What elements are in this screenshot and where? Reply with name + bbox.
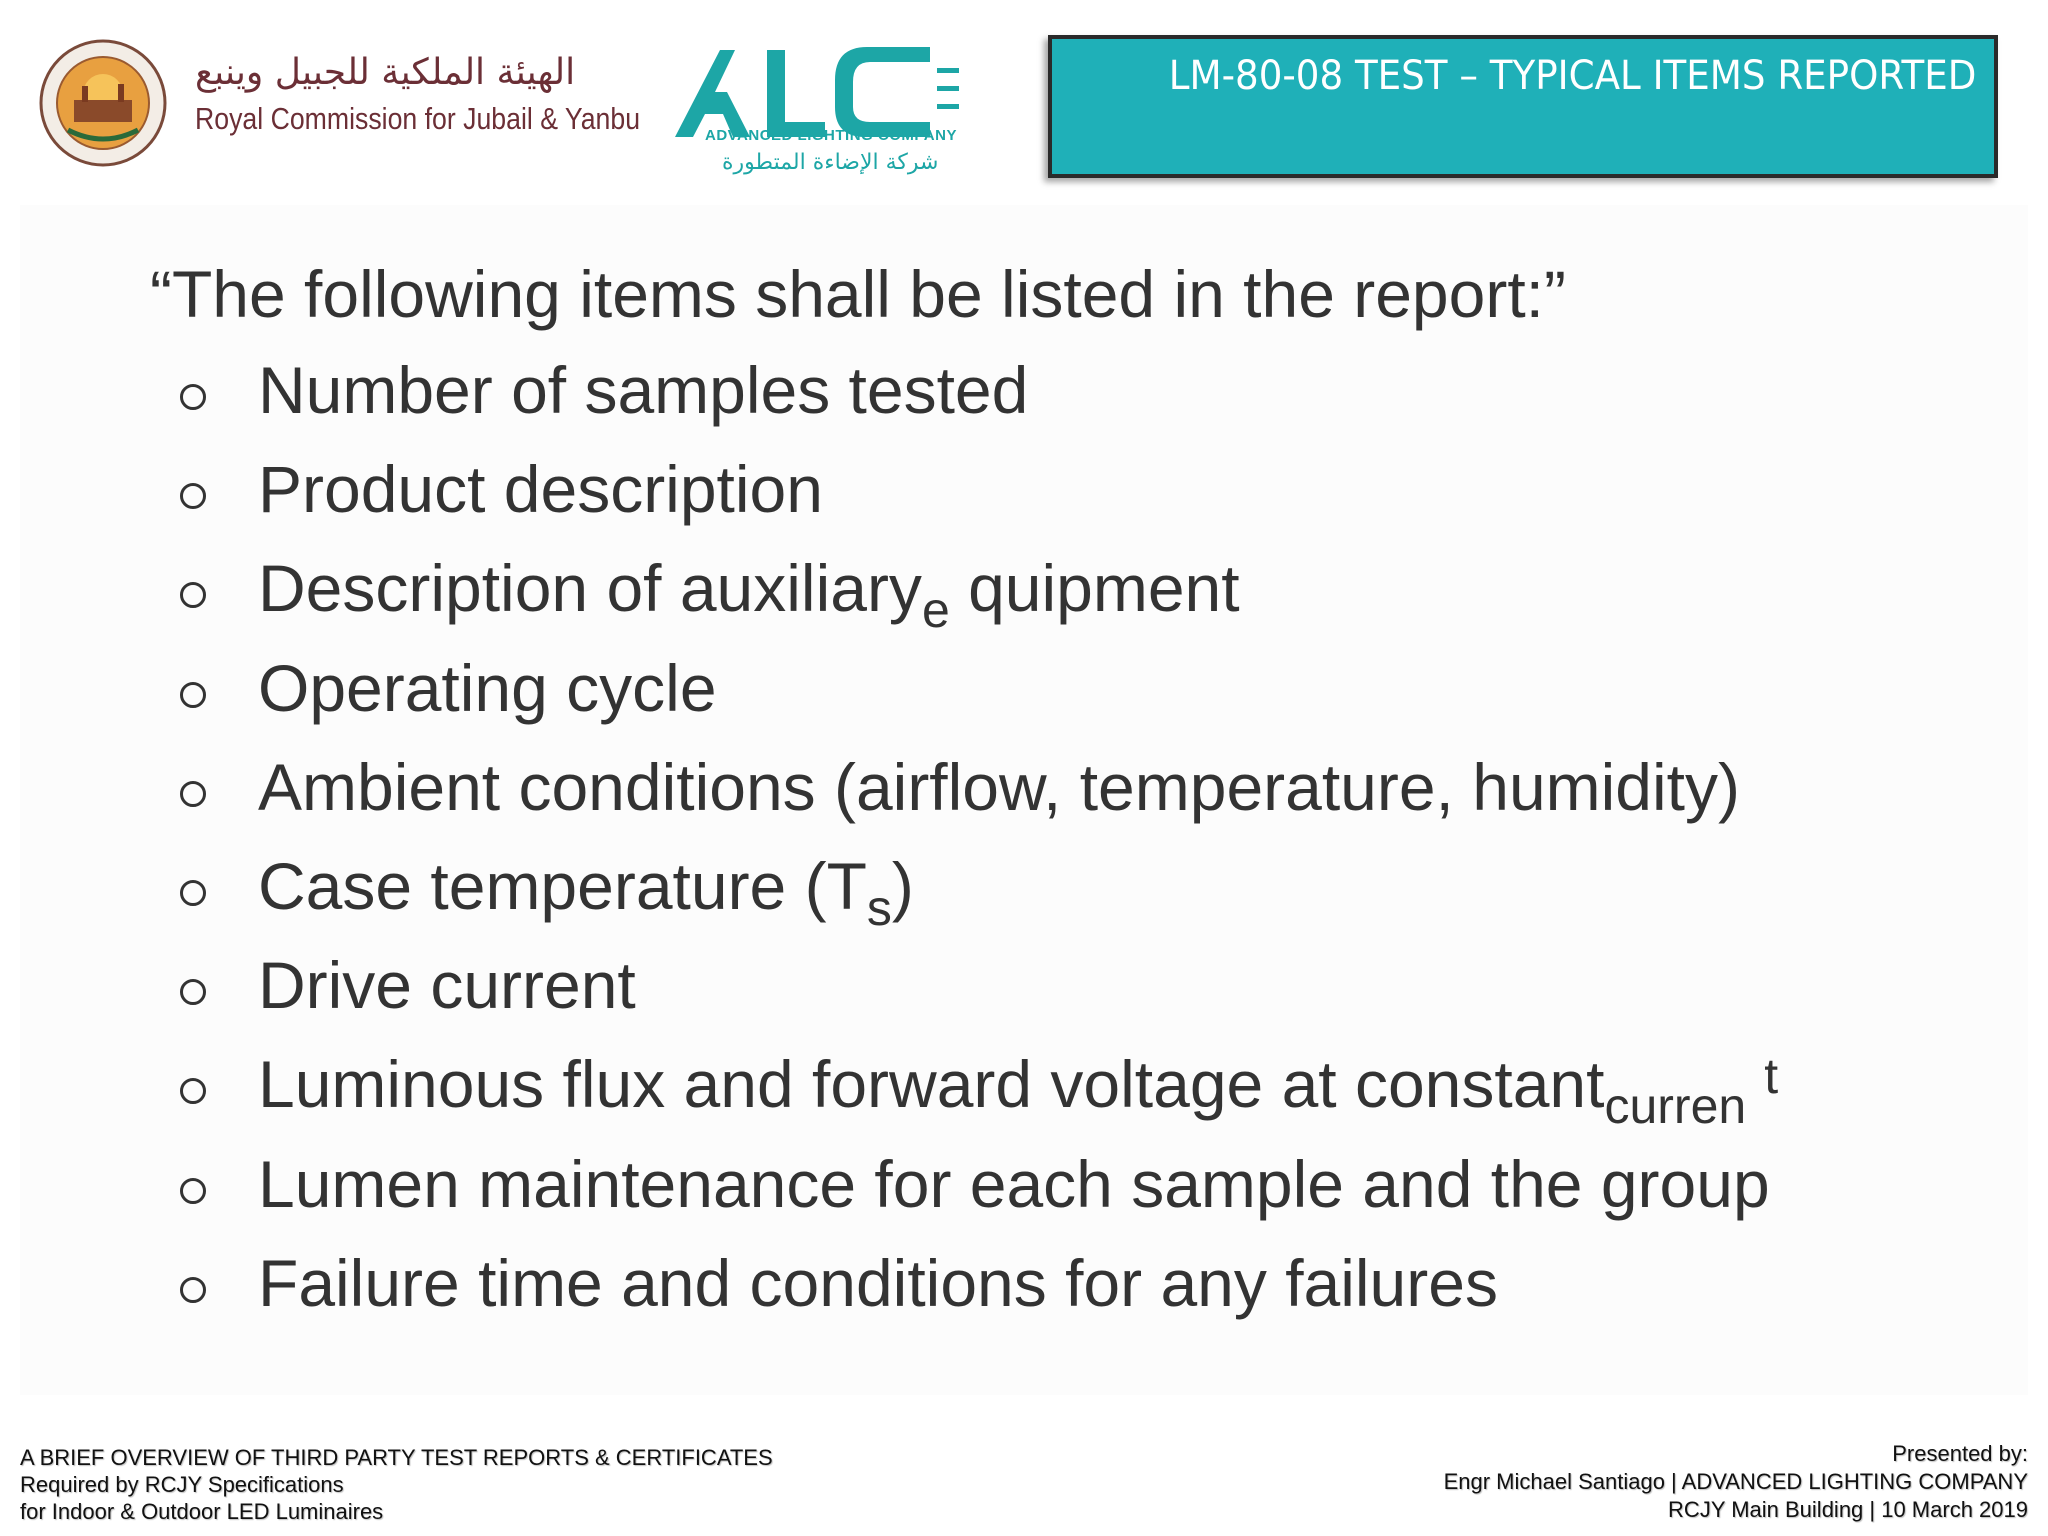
- circle-bullet-icon: [180, 1178, 206, 1204]
- list-item: [180, 945, 1778, 1044]
- list-item-text: [258, 548, 1240, 639]
- list-item-main: Failure time and conditions for any failures: [258, 1245, 1498, 1320]
- royal-commission-wordmark: [195, 52, 712, 137]
- list-item-text: [258, 945, 636, 1025]
- slide-title-box: [1048, 35, 1998, 178]
- list-item-text: [258, 648, 717, 728]
- list-item-text: [258, 350, 1028, 430]
- circle-bullet-icon: [180, 1277, 206, 1303]
- list-item: [180, 1243, 1778, 1342]
- alc-tagline: ADVANCED LIGHTING COMPANY: [705, 127, 957, 144]
- footer-right: [1444, 1440, 2028, 1524]
- list-item-main: Drive current: [258, 948, 636, 1023]
- list-item-subscript: s: [866, 879, 892, 936]
- slide-header: [0, 0, 2048, 200]
- circle-bullet-icon: [180, 384, 206, 410]
- circle-bullet-icon: [180, 1078, 206, 1104]
- footer-right-line: Engr Michael Santiago | ADVANCED LIGHTING COMPANY: [1443, 1469, 2028, 1494]
- list-item-suffix: quipment: [949, 551, 1240, 626]
- list-item: [180, 747, 1778, 846]
- list-item-suffix: ): [891, 848, 914, 923]
- list-item: [180, 1044, 1778, 1143]
- footer-left: [20, 1444, 773, 1525]
- footer-right-line: Presented by:: [1892, 1441, 2028, 1466]
- list-item-text: [258, 747, 1740, 827]
- list-item-suffix: t: [1764, 1048, 1779, 1105]
- circle-bullet-icon: [180, 979, 206, 1005]
- list-item: [180, 350, 1778, 449]
- list-item-main: Product description: [258, 452, 823, 527]
- list-item-subscript: curren: [1604, 1078, 1747, 1135]
- rc-english-name: Royal Commission for Jubail & Yanbu: [195, 101, 641, 136]
- footer-left-line: A BRIEF OVERVIEW OF THIRD PARTY TEST REPORTS & CERTIFICATES: [20, 1445, 773, 1470]
- list-item-text: [258, 1044, 1779, 1135]
- intro-quote: “The following items shall be listed in the report:”: [150, 257, 1566, 331]
- list-item-subscript: e: [921, 582, 950, 639]
- list-item: [180, 449, 1778, 548]
- circle-bullet-icon: [180, 582, 206, 608]
- rc-arabic-name: الهيئة الملكية للجبيل وينبع: [195, 52, 576, 93]
- list-item-text: [258, 1243, 1498, 1323]
- list-item: [180, 648, 1778, 747]
- list-item-main: Number of samples tested: [258, 353, 1029, 427]
- list-item-main: Luminous flux and forward voltage at constant: [258, 1047, 1605, 1122]
- slide-title: LM-80-08 TEST – TYPICAL ITEMS REPORTED: [1168, 53, 1976, 99]
- list-item: [180, 1144, 1778, 1243]
- list-item-text: [258, 449, 823, 529]
- list-item-main: Lumen maintenance for each sample and the group: [258, 1146, 1770, 1221]
- list-item-main: Ambient conditions (airflow, temperature, humidity): [258, 749, 1740, 824]
- royal-commission-seal-icon: [38, 38, 168, 168]
- circle-bullet-icon: [180, 682, 206, 708]
- circle-bullet-icon: [180, 880, 206, 906]
- list-item: [180, 846, 1778, 945]
- list-item-main: Case temperature (T: [258, 848, 867, 923]
- footer-right-line: RCJY Main Building | 10 March 2019: [1668, 1497, 2028, 1522]
- report-items-list: [180, 350, 1778, 1342]
- footer-left-line: Required by RCJY Specifications: [20, 1472, 344, 1497]
- list-item-main: Operating cycle: [258, 650, 717, 725]
- list-item-main: Description of auxiliary: [258, 551, 922, 626]
- circle-bullet-icon: [180, 483, 206, 509]
- circle-bullet-icon: [180, 781, 206, 807]
- footer-left-line: for Indoor & Outdoor LED Luminaires: [20, 1499, 384, 1524]
- list-item: [180, 548, 1778, 647]
- list-item-text: [258, 1144, 1770, 1224]
- alc-arabic-name: شركة الإضاءة المتطورة: [722, 150, 939, 175]
- list-item-text: [258, 846, 914, 936]
